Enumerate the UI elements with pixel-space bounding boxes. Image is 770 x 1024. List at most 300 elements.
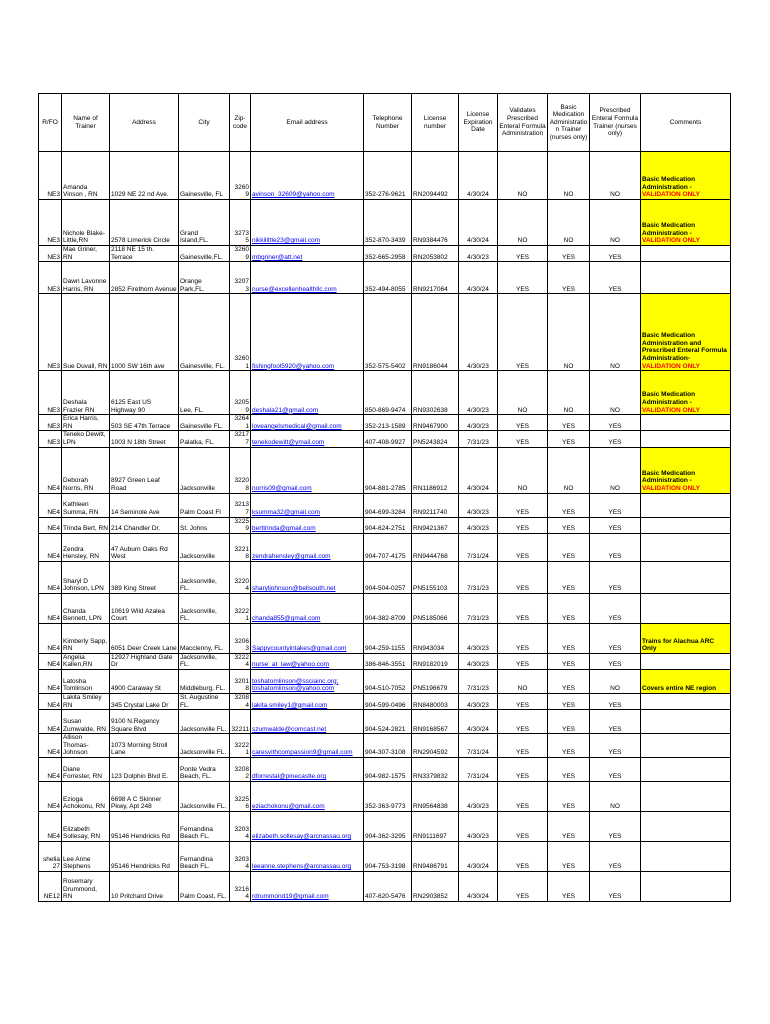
zip-cell: 32221 <box>230 734 251 758</box>
rfo-cell: NE3 <box>39 294 62 371</box>
comments-cell <box>641 371 731 415</box>
expiration-cell: 4/30/23 <box>459 811 498 841</box>
table-row <box>39 757 731 781</box>
rfo-cell: NE4 <box>39 493 62 517</box>
enteral-trainer-cell: YES <box>590 841 641 871</box>
email-link[interactable]: toshatomlinson@yahoo.com <box>252 685 335 693</box>
address-cell: 6125 East US Highway 90 <box>110 371 179 415</box>
trainer-name-cell: Zendra Hensley, RN <box>62 533 110 561</box>
enteral-trainer-cell: YES <box>590 623 641 653</box>
phone-cell: 352-665-2958 <box>364 246 412 262</box>
table-row <box>39 294 731 371</box>
table-row <box>39 710 731 734</box>
expiration-cell: 7/31/23 <box>459 431 498 447</box>
email-link[interactable]: lakita.smiley1@gmail.com <box>252 701 328 709</box>
city-cell: Lee, FL. <box>179 371 230 415</box>
email-cell <box>251 757 364 781</box>
expiration-cell: 7/31/23 <box>459 669 498 693</box>
basic-trainer-cell: YES <box>548 734 590 758</box>
validates-cell: NO <box>498 152 548 200</box>
rfo-cell: NE4 <box>39 669 62 693</box>
basic-trainer-cell: YES <box>548 415 590 431</box>
zip-cell: 32256 <box>230 781 251 811</box>
expiration-cell: 4/30/23 <box>459 517 498 533</box>
city-cell: Jacksonville, FL. <box>179 561 230 593</box>
phone-cell: 352-213-1589 <box>364 415 412 431</box>
table-row <box>39 561 731 593</box>
license-cell: RN9186044 <box>412 294 459 371</box>
table-row <box>39 200 731 246</box>
email-link[interactable]: tenekodewitt@ymail.com <box>252 438 325 446</box>
email-cell <box>251 841 364 871</box>
rfo-cell: NE3 <box>39 200 62 246</box>
email-link[interactable]: zendrahensley@gmail.com <box>252 553 331 561</box>
trainer-name-cell: Lakita Smiley RN <box>62 693 110 709</box>
basic-trainer-cell: NO <box>548 371 590 415</box>
address-cell: 389 King Street <box>110 561 179 593</box>
email-cell <box>251 811 364 841</box>
trainer-name-cell: Diane Forrester, RN <box>62 757 110 781</box>
address-cell: 503 SE 47th Terrace <box>110 415 179 431</box>
email-cell <box>251 200 364 246</box>
zip-cell: 32735 <box>230 200 251 246</box>
phone-cell: 352-870-3439 <box>364 200 412 246</box>
enteral-trainer-cell: YES <box>590 757 641 781</box>
city-cell: Jacksonville <box>179 447 230 493</box>
email-link[interactable]: sharyljohnson@bellsouth.net <box>252 585 336 593</box>
comments-cell <box>641 593 731 623</box>
validates-cell: NO <box>498 447 548 493</box>
email-cell <box>251 669 364 693</box>
city-cell: Gainesville FL. <box>179 415 230 431</box>
trainer-name-cell: Amanda Vinson , RN <box>62 152 110 200</box>
trainer-name-cell: Kimberly Sapp, RN <box>62 623 110 653</box>
address-cell: 1003 N 18th Street <box>110 431 179 447</box>
address-cell: 10 Pritchard Drive <box>110 871 179 901</box>
email-link[interactable]: eziachokonu@gmail.com <box>252 803 325 811</box>
header-name: Name of Trainer <box>62 94 110 152</box>
validates-cell: YES <box>498 653 548 669</box>
license-cell: RN9467900 <box>412 415 459 431</box>
basic-trainer-cell: YES <box>548 653 590 669</box>
rfo-cell: NE3 <box>39 431 62 447</box>
rfo-cell: NE4 <box>39 811 62 841</box>
email-link[interactable]: nurse_at_law@yahoo.com <box>252 661 330 669</box>
zip-cell: 32218 <box>230 533 251 561</box>
comment-text: Trains for Alachua ARC Only <box>642 637 715 653</box>
trainer-name-cell: Nichole Blake-Little,RN <box>62 200 110 246</box>
header-address: Address <box>110 94 179 152</box>
address-cell: 95146 Hendricks Rd <box>110 811 179 841</box>
email-cell <box>251 593 364 623</box>
email-cell <box>251 871 364 901</box>
city-cell: Gainesville,FL. <box>179 246 230 262</box>
phone-cell: 904-982-1575 <box>364 757 412 781</box>
license-cell: RN9421367 <box>412 517 459 533</box>
enteral-trainer-cell: YES <box>590 262 641 294</box>
trainer-name-cell: Rosemary Drummond, RN <box>62 871 110 901</box>
city-cell: Palatka, FL. <box>179 431 230 447</box>
city-cell: Fernandina Beach FL. <box>179 841 230 871</box>
header-enteral-trainer: Prescribed Enteral Formula Trainer (nurses only) <box>590 94 641 152</box>
phone-cell: 407-408-9927 <box>364 431 412 447</box>
rfo-cell: shelia27 <box>39 841 62 871</box>
trainer-name-cell: Ezioga Achokonu, RN <box>62 781 110 811</box>
comment-text: Covers entire NE region <box>642 685 717 693</box>
license-cell: RN9444768 <box>412 533 459 561</box>
comments-cell <box>641 734 731 758</box>
email-link-secondary[interactable]: toshatomlinson@ssciainc.org; <box>252 677 339 685</box>
basic-trainer-cell: YES <box>548 246 590 262</box>
enteral-trainer-cell: YES <box>590 871 641 901</box>
address-cell: 6051 Deer Creek Lane <box>110 623 179 653</box>
basic-trainer-cell: NO <box>548 152 590 200</box>
license-cell: RN8480003 <box>412 693 459 709</box>
enteral-trainer-cell: YES <box>590 246 641 262</box>
city-cell: Grand Island,FL. <box>179 200 230 246</box>
comments-cell <box>641 517 731 533</box>
comments-cell <box>641 262 731 294</box>
email-link[interactable]: mbgriner@att.net <box>252 253 303 261</box>
validates-cell: NO <box>498 200 548 246</box>
comments-cell <box>641 447 731 493</box>
zip-cell: 32137 <box>230 493 251 517</box>
table-row <box>39 811 731 841</box>
validates-cell: YES <box>498 710 548 734</box>
expiration-cell: 4/30/24 <box>459 200 498 246</box>
zip-cell: 32018 <box>230 669 251 693</box>
address-cell: 10619 Wild Azalea Court <box>110 593 179 623</box>
enteral-trainer-cell: NO <box>590 669 641 693</box>
comments-cell <box>641 246 731 262</box>
enteral-trainer-cell: NO <box>590 152 641 200</box>
email-cell <box>251 493 364 517</box>
email-cell <box>251 693 364 709</box>
trainer-name-cell: Susan Zumwalde, RN <box>62 710 110 734</box>
address-cell: 1000 SW 16th ave <box>110 294 179 371</box>
license-cell: RN2903852 <box>412 871 459 901</box>
email-link[interactable]: fishingfool5920@yahoo.com <box>252 362 335 370</box>
zip-cell: 32177 <box>230 431 251 447</box>
email-link[interactable]: caresvithcompassion9@gmail.com <box>252 749 353 757</box>
zip-cell: 32073 <box>230 262 251 294</box>
license-cell: PN5196679 <box>412 669 459 693</box>
license-cell: RN9111697 <box>412 811 459 841</box>
table-row <box>39 371 731 415</box>
phone-cell: 386-846-3551 <box>364 653 412 669</box>
comments-cell <box>641 431 731 447</box>
comment-validation-only: VALIDATION ONLY <box>642 406 701 414</box>
basic-trainer-cell: YES <box>548 811 590 841</box>
license-cell: PN5155103 <box>412 561 459 593</box>
zip-cell: 32204 <box>230 561 251 593</box>
trainer-name-cell: Kathleen Summa, RN <box>62 493 110 517</box>
expiration-cell: 7/31/23 <box>459 561 498 593</box>
email-cell <box>251 517 364 533</box>
table-row <box>39 623 731 653</box>
comments-cell <box>641 710 731 734</box>
rfo-cell: NE3 <box>39 371 62 415</box>
validates-cell: YES <box>498 781 548 811</box>
email-link[interactable]: nurse@excellenhealthllc.com <box>252 285 337 293</box>
license-cell: RN9486791 <box>412 841 459 871</box>
phone-cell: 904-382-8709 <box>364 593 412 623</box>
rfo-cell: NE4 <box>39 447 62 493</box>
city-cell: Jacksonville FL. <box>179 781 230 811</box>
validates-cell: YES <box>498 593 548 623</box>
license-cell: PN5243824 <box>412 431 459 447</box>
zip-cell: 32034 <box>230 841 251 871</box>
zip-cell: 32221 <box>230 593 251 623</box>
basic-trainer-cell: YES <box>548 262 590 294</box>
trainer-name-cell: Dawn Lavonne Harris, RN <box>62 262 110 294</box>
trainer-name-cell: Deshala Frazier RN <box>62 371 110 415</box>
email-cell <box>251 710 364 734</box>
email-link[interactable]: ksumma32@gmail.com <box>252 508 321 516</box>
city-cell: Ponte Vedra Beach, FL. <box>179 757 230 781</box>
phone-cell: 850-869-9474 <box>364 371 412 415</box>
enteral-trainer-cell: YES <box>590 533 641 561</box>
header-comments: Comments <box>641 94 731 152</box>
address-cell: 345 Crystal Lake Dr <box>110 693 179 709</box>
comments-cell <box>641 669 731 693</box>
comments-cell <box>641 533 731 561</box>
table-row <box>39 262 731 294</box>
zip-cell: 32082 <box>230 757 251 781</box>
email-link[interactable]: elizabeth.sollesay@arcnassau.org <box>252 833 352 841</box>
enteral-trainer-cell: YES <box>590 811 641 841</box>
basic-trainer-cell: YES <box>548 781 590 811</box>
comment-text: Basic Medication Administration and Prescribed Enteral Formula Administration- <box>642 332 727 362</box>
address-cell: 1029 NE 22 nd Ave. <box>110 152 179 200</box>
email-link[interactable]: deshala21@gmail.com <box>252 406 319 414</box>
table-row <box>39 415 731 431</box>
phone-cell: 904-699-3284 <box>364 493 412 517</box>
phone-cell: 904-624-2751 <box>364 517 412 533</box>
email-cell <box>251 781 364 811</box>
rfo-cell: NE4 <box>39 561 62 593</box>
email-cell <box>251 415 364 431</box>
email-link[interactable]: nikkilittle23@gmail.com <box>252 237 321 245</box>
comments-cell <box>641 781 731 811</box>
license-cell: RN9384476 <box>412 200 459 246</box>
email-link[interactable]: avinson_32609@yahoo.com <box>252 191 335 199</box>
license-cell: RN9564838 <box>412 781 459 811</box>
basic-trainer-cell: YES <box>548 710 590 734</box>
header-zip: Zip-code <box>230 94 251 152</box>
comment-text: Basic Medication Administration - <box>642 222 696 237</box>
phone-cell: 904-259-1155 <box>364 623 412 653</box>
zip-cell: 32059 <box>230 371 251 415</box>
enteral-trainer-cell: NO <box>590 200 641 246</box>
expiration-cell: 4/30/23 <box>459 493 498 517</box>
table-body <box>39 152 731 902</box>
table-row <box>39 493 731 517</box>
zip-cell: 32641 <box>230 415 251 431</box>
table-row <box>39 669 731 693</box>
trainer-name-cell: Sharyl D Johnson, LPN <box>62 561 110 593</box>
trainer-name-cell: Angelia Kallen,RN <box>62 653 110 669</box>
license-cell: RN9217064 <box>412 262 459 294</box>
validates-cell: YES <box>498 246 548 262</box>
rfo-cell: NE4 <box>39 593 62 623</box>
table-row <box>39 431 731 447</box>
comment-text: Basic Medication Administration - <box>642 176 696 191</box>
license-cell: PN5185066 <box>412 593 459 623</box>
table-row <box>39 871 731 901</box>
phone-cell: 352-494-8055 <box>364 262 412 294</box>
basic-trainer-cell: NO <box>548 200 590 246</box>
trainer-table <box>38 93 731 902</box>
table-row <box>39 447 731 493</box>
trainer-name-cell: Trinda Bert, RN <box>62 517 110 533</box>
email-cell <box>251 262 364 294</box>
email-cell <box>251 431 364 447</box>
comment-validation-only: VALIDATION ONLY <box>642 191 701 199</box>
email-link[interactable]: Sappycountyintakes@gmail.com <box>252 645 347 653</box>
city-cell: Middleburg, FL. <box>179 669 230 693</box>
trainer-name-cell: Lee Anne Stephens <box>62 841 110 871</box>
license-cell: RN3379832 <box>412 757 459 781</box>
phone-cell: 904-307-3108 <box>364 734 412 758</box>
phone-cell: 352-276-9621 <box>364 152 412 200</box>
header-license: License number <box>412 94 459 152</box>
city-cell: Gainesville, FL. <box>179 294 230 371</box>
validates-cell: YES <box>498 561 548 593</box>
expiration-cell: 4/30/23 <box>459 371 498 415</box>
phone-cell: 904-362-3295 <box>364 811 412 841</box>
expiration-cell: 4/30/23 <box>459 246 498 262</box>
rfo-cell: NE4 <box>39 734 62 758</box>
city-cell: Jacksonville <box>179 533 230 561</box>
email-cell <box>251 623 364 653</box>
rfo-cell: NE3 <box>39 152 62 200</box>
rfo-cell: NE12 <box>39 871 62 901</box>
validates-cell: YES <box>498 493 548 517</box>
trainer-name-cell: Elizabeth Sollesay, RN <box>62 811 110 841</box>
validates-cell: NO <box>498 371 548 415</box>
expiration-cell: 4/30/23 <box>459 294 498 371</box>
email-link[interactable]: rdrummond19@gmail.com <box>252 893 329 901</box>
comment-validation-only: VALIDATION ONLY <box>642 484 701 492</box>
comments-cell <box>641 841 731 871</box>
email-link[interactable]: norris09@gmail.com <box>252 484 312 492</box>
basic-trainer-cell: YES <box>548 841 590 871</box>
zip-cell: 32609 <box>230 152 251 200</box>
basic-trainer-cell: NO <box>548 294 590 371</box>
expiration-cell: 4/30/24 <box>459 262 498 294</box>
header-expiration: License Expiration Date <box>459 94 498 152</box>
trainer-name-cell: Erica Harris, RN <box>62 415 110 431</box>
table-row <box>39 653 731 669</box>
comment-text: Basic Medication Administration - <box>642 391 696 406</box>
rfo-cell: NE4 <box>39 517 62 533</box>
basic-trainer-cell: YES <box>548 593 590 623</box>
validates-cell: YES <box>498 533 548 561</box>
license-cell: RN9302638 <box>412 371 459 415</box>
email-cell <box>251 653 364 669</box>
expiration-cell: 7/31/24 <box>459 734 498 758</box>
city-cell: Jacksonville FL. <box>179 734 230 758</box>
enteral-trainer-cell: YES <box>590 517 641 533</box>
expiration-cell: 7/31/23 <box>459 593 498 623</box>
email-link[interactable]: chanda855@gmail.com <box>252 615 321 623</box>
address-cell: 4900 Caraway St <box>110 669 179 693</box>
address-cell: 47 Auburn Oaks Rd West <box>110 533 179 561</box>
enteral-trainer-cell: YES <box>590 415 641 431</box>
city-cell: Macclenny, FL. <box>179 623 230 653</box>
enteral-trainer-cell: YES <box>590 493 641 517</box>
address-cell: 1073 Morning Stroll Lane <box>110 734 179 758</box>
zip-cell: 32164 <box>230 871 251 901</box>
validates-cell: YES <box>498 262 548 294</box>
city-cell: Palm Coast, FL. <box>179 871 230 901</box>
basic-trainer-cell: YES <box>548 561 590 593</box>
expiration-cell: 4/30/24 <box>459 710 498 734</box>
basic-trainer-cell: YES <box>548 517 590 533</box>
email-cell <box>251 152 364 200</box>
email-cell <box>251 561 364 593</box>
email-cell <box>251 246 364 262</box>
comments-cell <box>641 493 731 517</box>
comments-cell <box>641 623 731 653</box>
expiration-cell: 4/30/23 <box>459 693 498 709</box>
zip-cell: 32259 <box>230 517 251 533</box>
city-cell: Jacksonville, FL. <box>179 593 230 623</box>
expiration-cell: 4/30/23 <box>459 781 498 811</box>
email-link[interactable]: szumwalde@comcast.net <box>252 725 327 733</box>
rfo-cell: NE4 <box>39 533 62 561</box>
validates-cell: YES <box>498 415 548 431</box>
zip-cell: 32208 <box>230 447 251 493</box>
phone-cell: 407-620-5476 <box>364 871 412 901</box>
zip-cell: 32063 <box>230 623 251 653</box>
basic-trainer-cell: YES <box>548 871 590 901</box>
address-cell: 2578 Limerick Circle <box>110 200 179 246</box>
header-rfo: R/FO <box>39 94 62 152</box>
validates-cell: YES <box>498 294 548 371</box>
license-cell: RN1186912 <box>412 447 459 493</box>
trainer-name-cell: Sue Duvall, RN <box>62 294 110 371</box>
table-row <box>39 517 731 533</box>
header-email: Email address <box>251 94 364 152</box>
email-link[interactable]: berttrinda@gmail.com <box>252 525 316 533</box>
address-cell: 6698 A C Skinner Pkwy, Apt 248 <box>110 781 179 811</box>
email-link[interactable]: dforrestal@pinecastle.org <box>252 773 327 781</box>
expiration-cell: 4/30/23 <box>459 415 498 431</box>
basic-trainer-cell: NO <box>548 447 590 493</box>
license-cell: RN9182019 <box>412 653 459 669</box>
validates-cell: YES <box>498 517 548 533</box>
zip-cell: 32601 <box>230 294 251 371</box>
email-link[interactable]: loveangelsmedical@gmail.com <box>252 422 342 430</box>
email-link[interactable]: leeanne.stephens@arcnassau.org <box>252 863 352 871</box>
enteral-trainer-cell: YES <box>590 653 641 669</box>
comments-cell <box>641 693 731 709</box>
city-cell: Jacksonville, FL. <box>179 653 230 669</box>
expiration-cell: 7/31/24 <box>459 757 498 781</box>
email-cell <box>251 533 364 561</box>
expiration-cell: 7/31/24 <box>459 533 498 561</box>
license-cell: RN2094492 <box>412 152 459 200</box>
expiration-cell: 4/30/24 <box>459 871 498 901</box>
enteral-trainer-cell: NO <box>590 294 641 371</box>
phone-cell: 904-881-2785 <box>364 447 412 493</box>
zip-cell: 32211 <box>230 710 251 734</box>
basic-trainer-cell: YES <box>548 693 590 709</box>
comments-cell <box>641 811 731 841</box>
basic-trainer-cell: YES <box>548 431 590 447</box>
